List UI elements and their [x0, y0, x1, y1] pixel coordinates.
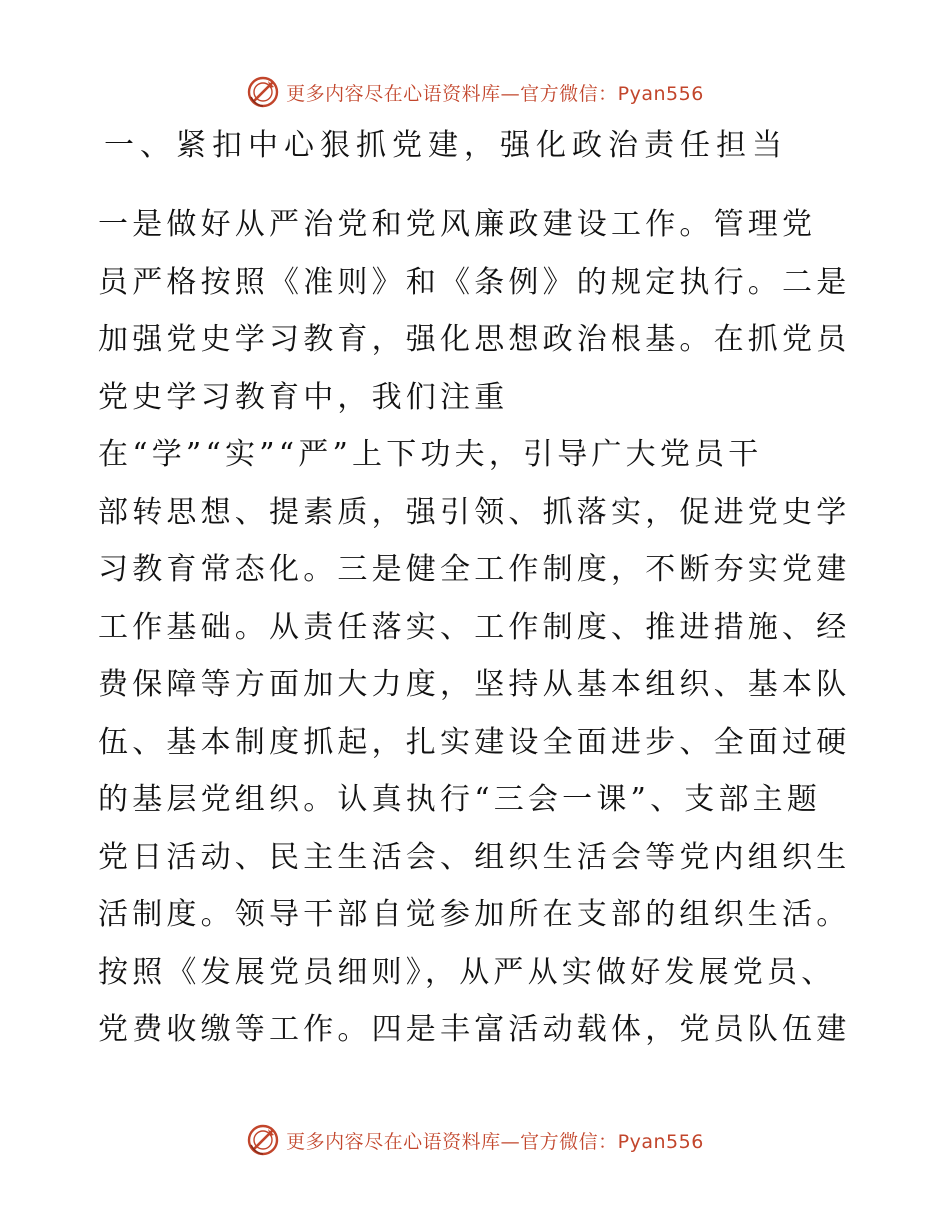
text-line: 员严格按照《准则》和《条例》的规定执行。二是	[98, 264, 851, 300]
watermark-handle: Pyan556	[617, 1130, 704, 1153]
text-line: 习教育常态化。三是健全工作制度，不断夯实党建	[98, 552, 851, 587]
body-text	[98, 196, 858, 1059]
text-line: 加强党史学习教育，强化思想政治根基。在抓党员	[98, 322, 851, 357]
brand-logo-icon	[246, 1123, 280, 1157]
text-line: 按照《发展党员细则》，从严从实做好发展党员、	[98, 954, 836, 990]
text-line: 一是做好从严治党和党风廉政建设工作。管理党	[98, 207, 817, 242]
text-line: 活制度。领导干部自觉参加所在支部的组织生活。	[98, 897, 851, 932]
watermark-text: 更多内容尽在心语资料库—官方微信：	[286, 1130, 618, 1153]
text-line: 工作基础。从责任落实、工作制度、推进措施、经	[98, 609, 851, 645]
text-line: 党日活动、民主生活会、组织生活会等党内组织生	[98, 839, 851, 875]
watermark-header	[0, 72, 950, 112]
watermark-handle: Pyan556	[617, 82, 704, 105]
text-line: 党史学习教育中，我们注重	[98, 379, 509, 415]
section-heading: 一、紧扣中心狠抓党建，强化政治责任担当	[104, 128, 788, 163]
brand-logo-icon	[246, 75, 280, 109]
text-line: 在“学”“实”“严”上下功夫，引导广大党员干	[98, 437, 763, 472]
text-line: 伍、基本制度抓起，扎实建设全面进步、全面过硬	[98, 724, 851, 760]
watermark-footer	[0, 1120, 950, 1160]
text-line: 的基层党组织。认真执行“三会一课”、支部主题	[98, 782, 822, 817]
text-line: 部转思想、提素质，强引领、抓落实，促进党史学	[98, 494, 851, 530]
text-line: 党费收缴等工作。四是丰富活动载体，党员队伍建	[98, 1012, 851, 1047]
text-line: 费保障等方面加大力度，坚持从基本组织、基本队	[98, 667, 851, 702]
watermark-text: 更多内容尽在心语资料库—官方微信：	[286, 82, 618, 105]
